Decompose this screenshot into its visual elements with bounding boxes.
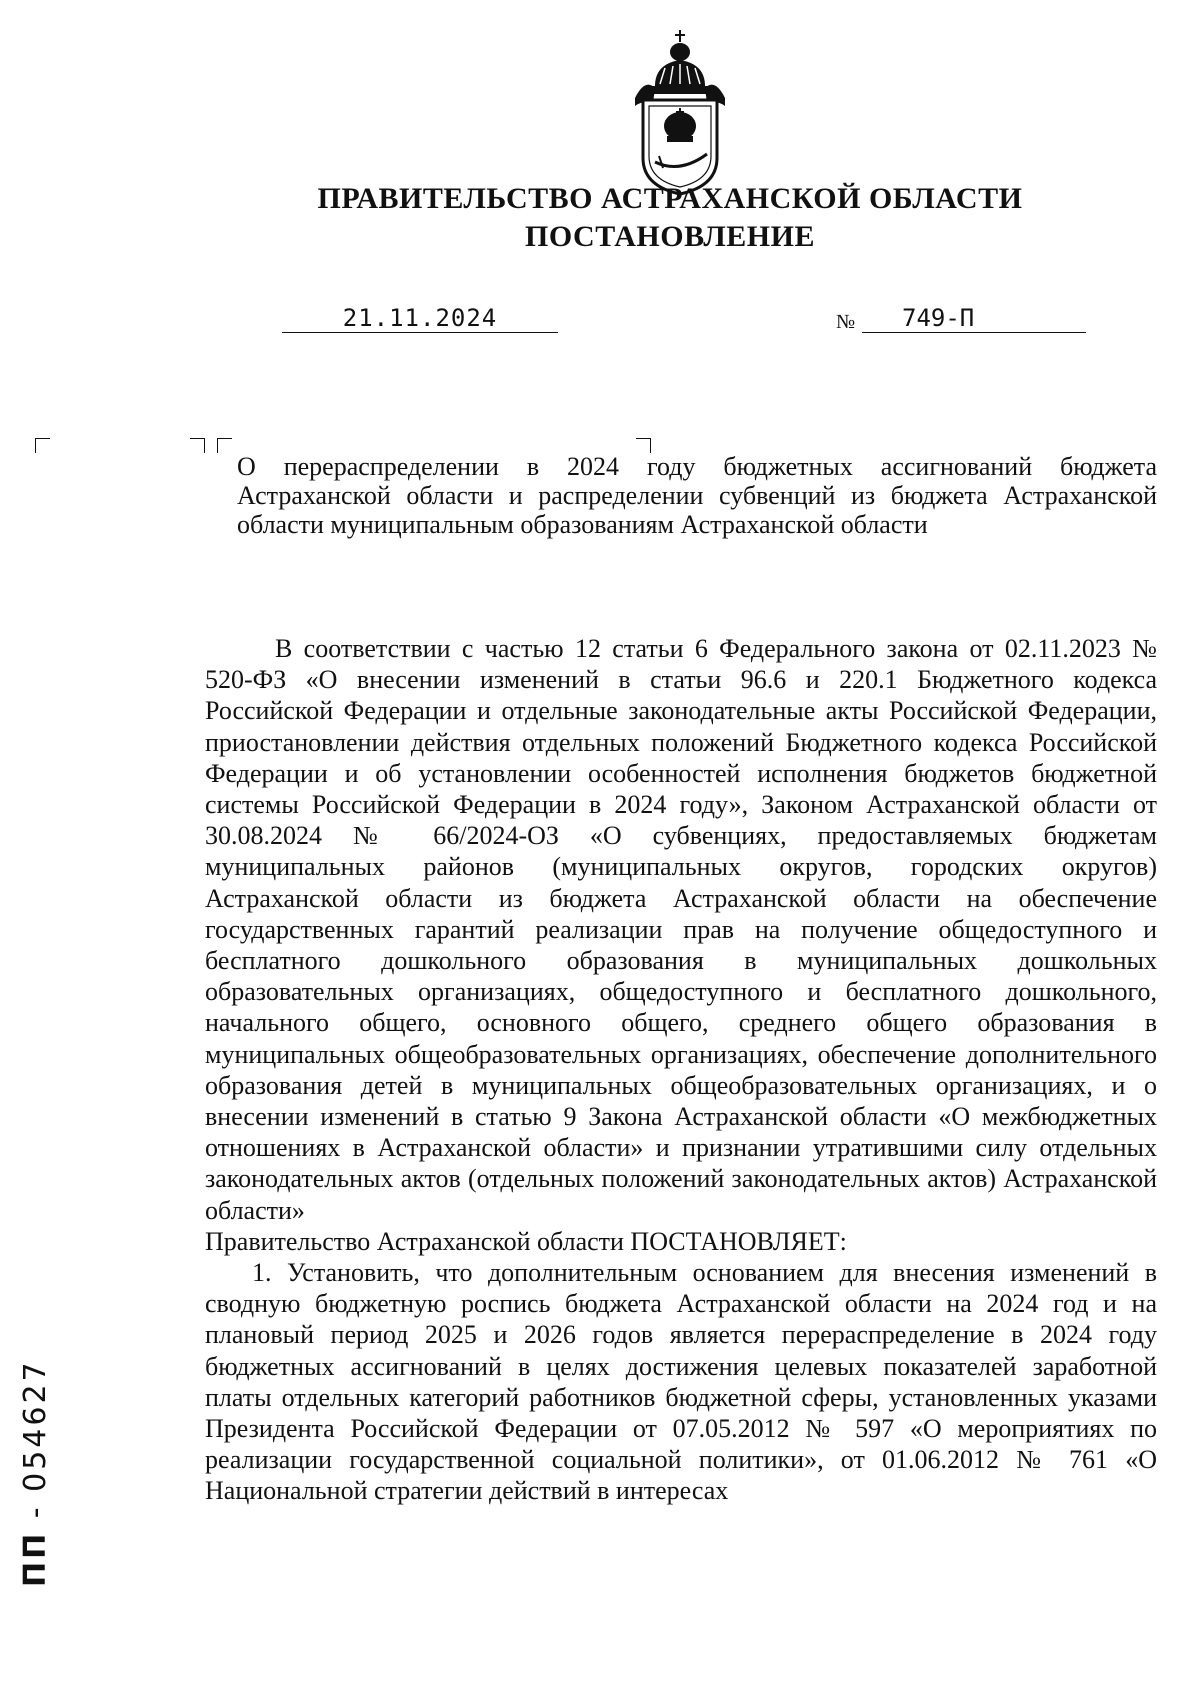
form-serial-number [18,1327,53,1587]
resolves-line: Правительство Астраханской области ПОСТАНОВЛЯЕТ: [205,1226,847,1256]
corner-mark-title-start-a [190,438,205,453]
document-subject: О перераспределении в 2024 году бюджетных ассигнований бюджета Астраханской области и распределении субвенций из бюджета Астраханской области муниципальным образованиям Астраханской области [237,452,1157,539]
organization-name: ПРАВИТЕЛЬСТВО АСТРАХАНСКОЙ ОБЛАСТИ [317,182,1023,215]
corner-mark-title-end [636,438,651,453]
serial-number: - 054627 [18,1359,53,1519]
item-1-paragraph: 1. Установить, что дополнительным основанием для внесения изменений в сводную бюджетную роспись бюджета Астраханской области на 2024 год и на плановый период 2025 и 2026 годов является перераспределение в 2024 году бюджетных ассигнований в целях достижения целевых показателей заработной платы отдельных категорий работников бюджетной сферы, установленных указами Президента Российской Федерации от 07.05.2012 № 597 «О мероприятиях по реализации государственной социальной политики», от 01.06.2012 № 761 «О Национальной стратегии действий в интересах [205,1258,1157,1506]
preamble-paragraph: В соответствии с частью 12 статьи 6 Федерального закона от 02.11.2023 № 520-ФЗ «О внесении изменений в статьи 96.6 и 220.1 Бюджетного кодекса Российской Федерации и отдельные законодательные акты Российской Федерации, приостановлении действия отдельных положений Бюджетного кодекса Российской Федерации и об установлении особенностей исполнения бюджетов бюджетной системы Российской Федерации в 2024 году», Законом Астраханской области от 30.08.2024 № 66/2024-ОЗ «О субвенциях, предоставляемых бюджетам муниципальных районов (муниципальных округов, городских округов) Астраханской области из бюджета Астраханской области на обеспечение государственных гарантий реализации прав на получение общедоступного и бесплатного дошкольного образования в муниципальных дошкольных образовательных организациях, общедоступного и бесплатного дошкольного, начального общего, основного общего, среднего общего образования в муниципальных общеобразовательных организациях, обеспечение дополнительного образования детей в муниципальных общеобразовательных организациях, и о внесении изменений в статью 9 Закона Астраханской области «О межбюджетных отношениях в Астраханской области» и признании утратившими силу отдельных законодательных актов (отдельных положений законодательных актов) Астраханской области» [205,634,1157,1225]
serial-prefix: ПП [18,1530,53,1587]
number-label: № [836,311,856,333]
document-type: ПОСТАНОВЛЕНИЕ [525,220,815,253]
coat-of-arms-emblem [625,28,735,196]
registration-date: 21.11.2024 [282,304,558,333]
document-header [0,180,1200,256]
registration-number: 749-П [862,304,1086,333]
document-body [205,633,1157,1507]
corner-mark-title-start-b [217,438,232,453]
corner-mark-left [35,438,50,453]
